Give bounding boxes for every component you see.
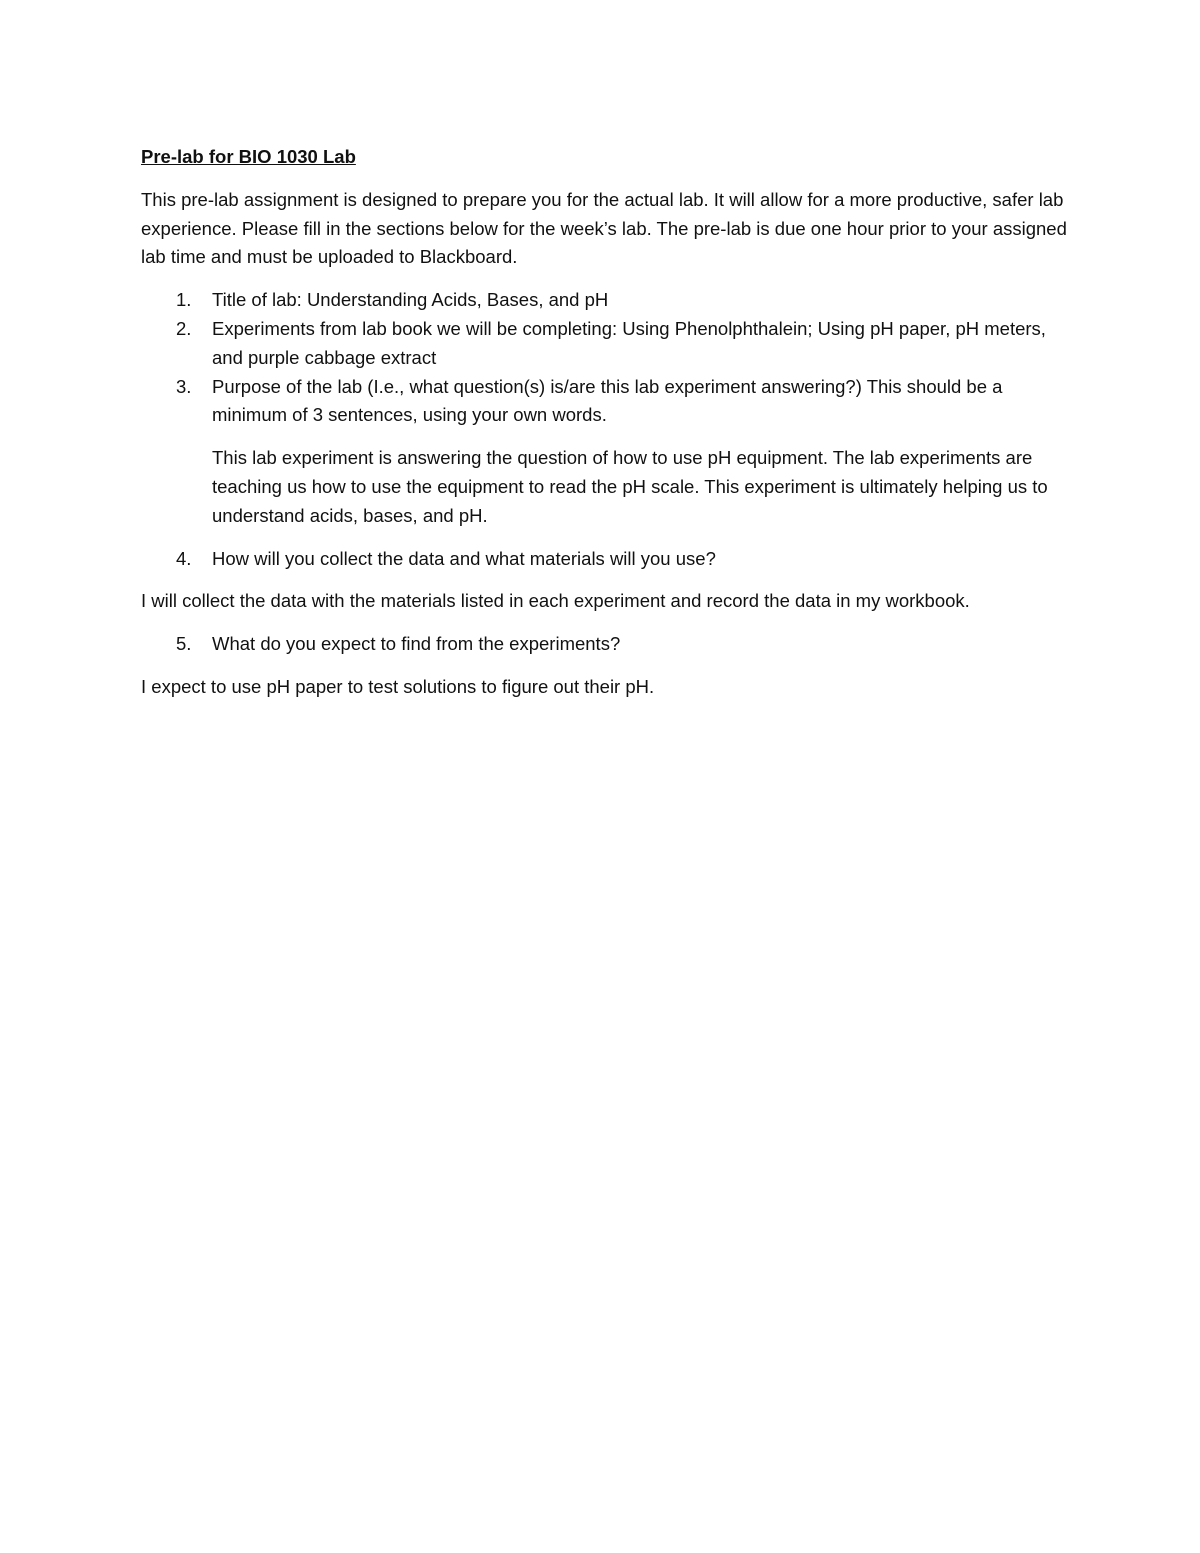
intro-paragraph: This pre-lab assignment is designed to prepare you for the actual lab. It will allow for a more productive, safer lab experience. Please fill in the sections below for the week’s lab. The pre-lab is due one hour prior to your assigned lab time and must be uploaded to Blackboard. xyxy=(141,188,1067,268)
answer-expectation: I expect to use pH paper to test solutions to figure out their pH. xyxy=(141,675,655,697)
question-list xyxy=(141,286,1071,430)
question-text-2: Experiments from lab book we will be completing: Using Phenolphthalein; Using pH paper, pH meters, and purple cabbage extract xyxy=(212,317,1046,368)
question-number-3: 3. xyxy=(176,375,192,397)
question-number-2: 2. xyxy=(176,317,192,339)
question-number-4: 4. xyxy=(176,547,192,569)
answer-data-collection: I will collect the data with the materials listed in each experiment and record the data in my workbook. xyxy=(141,590,970,612)
question-item-5 xyxy=(141,630,1071,659)
document-body xyxy=(141,143,1071,702)
answer-purpose: This lab experiment is answering the question of how to use pH equipment. The lab experiments are teaching us how to use the equipment to read the pH scale. This experiment is ultimately helping us to understand acids, bases, and pH. xyxy=(212,447,1048,526)
question-item-1 xyxy=(141,286,1071,315)
question-number-5: 5. xyxy=(176,633,192,655)
document-title: Pre-lab for BIO 1030 Lab xyxy=(141,146,356,167)
question-list-final xyxy=(141,630,1071,659)
question-item-3 xyxy=(141,373,1071,431)
question-text-4: How will you collect the data and what materials will you use? xyxy=(212,547,716,569)
question-text-1: Title of lab: Understanding Acids, Bases, and pH xyxy=(212,289,609,311)
question-text-3: Purpose of the lab (I.e., what question(s) is/are this lab experiment answering?) This should be a minimum of 3 sentences, using your own words. xyxy=(212,375,1003,426)
question-item-2 xyxy=(141,315,1071,373)
question-text-5: What do you expect to find from the experiments? xyxy=(212,633,621,655)
question-number-1: 1. xyxy=(176,289,192,311)
question-item-4 xyxy=(141,545,1071,574)
question-list-continued xyxy=(141,545,1071,574)
